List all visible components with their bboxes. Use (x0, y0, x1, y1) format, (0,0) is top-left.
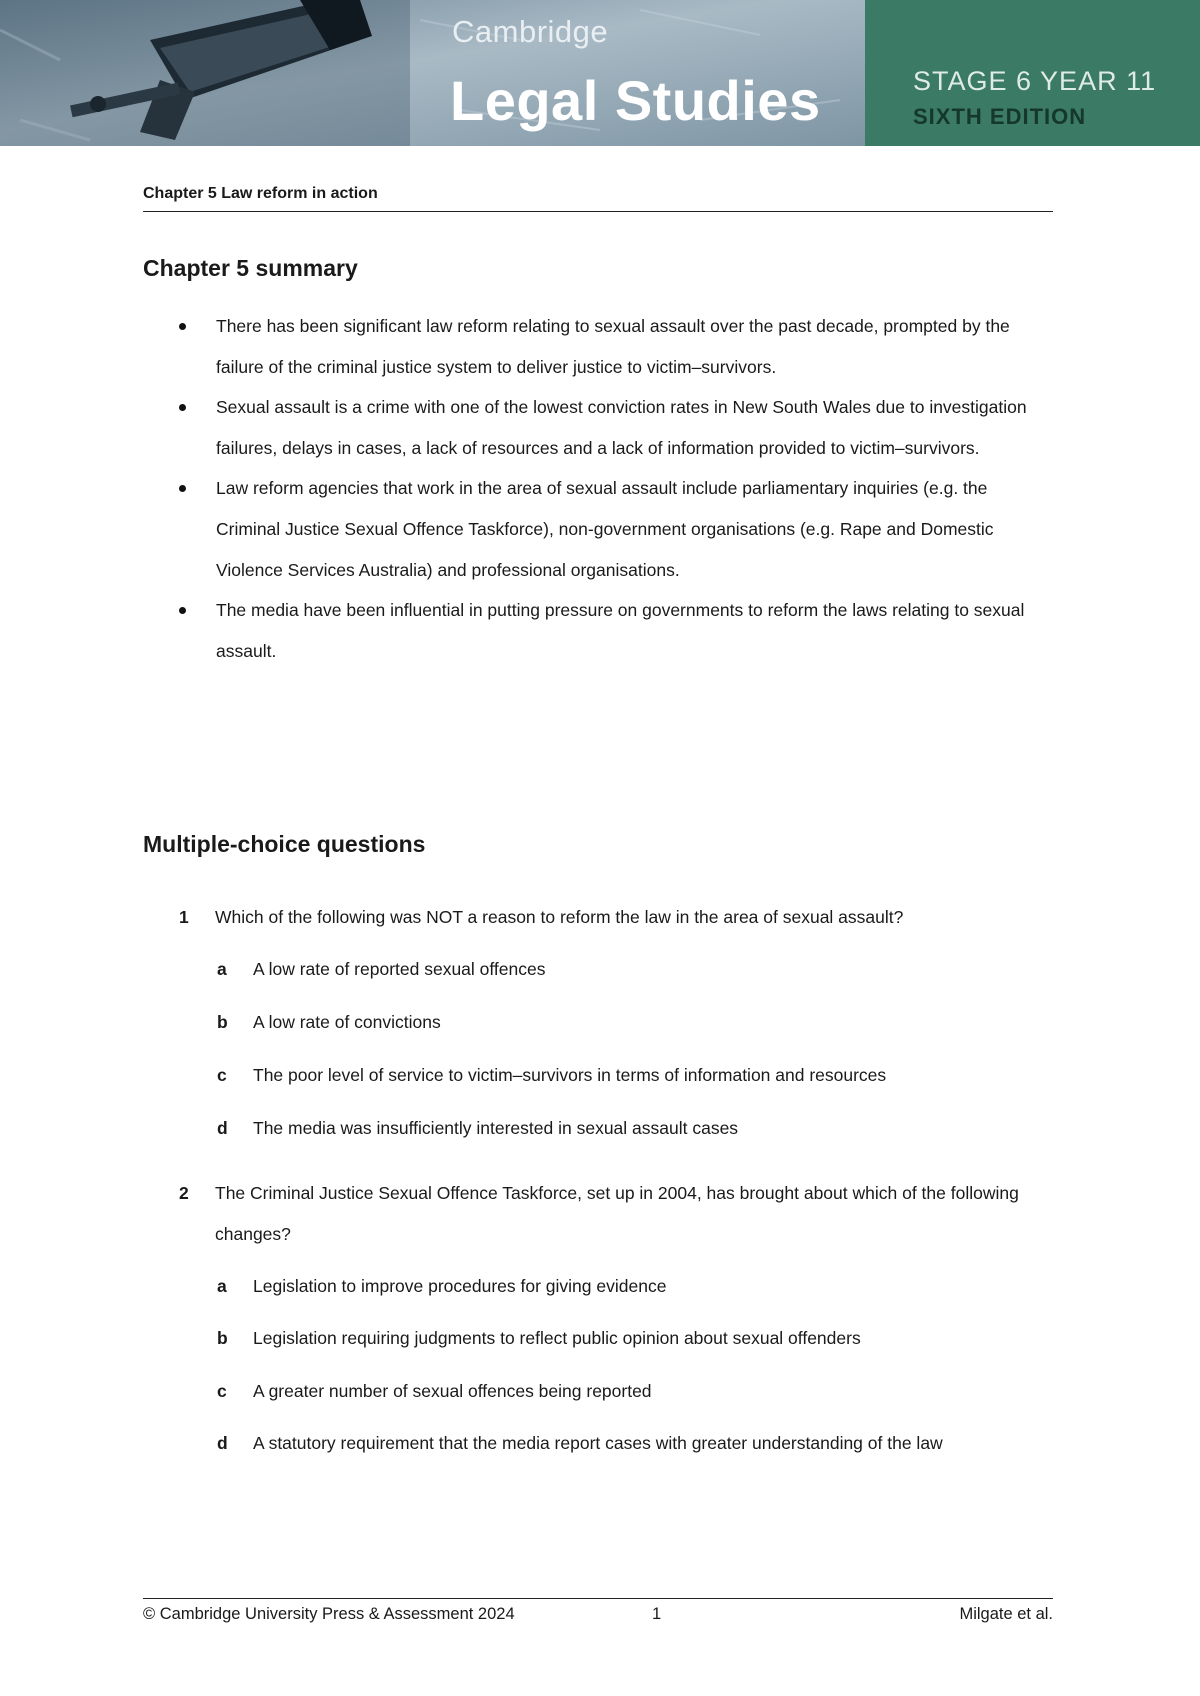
option-letter: d (217, 1118, 228, 1138)
bullet-icon (179, 607, 186, 614)
option-text: The poor level of service to victim–survivors in terms of information and resources (253, 1065, 887, 1085)
question-2-option-b[interactable] (215, 1318, 995, 1359)
bullet-icon (179, 323, 186, 330)
option-text: A low rate of reported sexual offences (253, 959, 546, 979)
stage-year-label: STAGE 6 YEAR 11 (913, 66, 1157, 96)
page-number: 1 (652, 1605, 662, 1623)
option-text: A low rate of convictions (253, 1012, 441, 1032)
option-letter: b (217, 1012, 228, 1032)
question-1 (143, 897, 1043, 938)
mcq-heading: Multiple-choice questions (143, 831, 426, 857)
option-letter: a (217, 959, 227, 979)
question-1-option-b[interactable] (215, 1002, 995, 1043)
option-letter: c (217, 1381, 227, 1401)
running-header: Chapter 5 Law reform in action (143, 185, 1053, 212)
question-number: 2 (179, 1183, 189, 1203)
summary-item-text: The media have been influential in putting pressure on governments to reform the laws relating to sexual assault. (216, 600, 1025, 661)
summary-item-text: There has been significant law reform relating to sexual assault over the past decade, prompted by the failure of the criminal justice system to deliver justice to victim–survivors. (216, 316, 1010, 377)
option-text: A statutory requirement that the media report cases with greater understanding of the law (253, 1433, 943, 1453)
summary-item-text: Sexual assault is a crime with one of the lowest conviction rates in New South Wales due to investigation failures, delays in cases, a lack of resources and a lack of information provided to victim–survivors. (216, 397, 1027, 458)
publisher-brand: Cambridge (452, 14, 609, 49)
option-text: Legislation to improve procedures for giving evidence (253, 1276, 667, 1296)
question-2-option-c[interactable] (215, 1371, 995, 1412)
question-1-option-d[interactable] (215, 1108, 995, 1149)
option-letter: b (217, 1328, 228, 1348)
question-1-option-c[interactable] (215, 1055, 995, 1096)
question-2-option-a[interactable] (215, 1266, 995, 1307)
option-text: Legislation requiring judgments to reflect public opinion about sexual offenders (253, 1328, 861, 1348)
summary-list (143, 306, 1043, 671)
page-footer (143, 1598, 1053, 1631)
author-credit: Milgate et al. (959, 1605, 1053, 1623)
option-letter: c (217, 1065, 227, 1085)
option-letter: d (217, 1433, 228, 1453)
summary-heading: Chapter 5 summary (143, 255, 358, 281)
edition-label: SIXTH EDITION (913, 104, 1087, 129)
header-banner (0, 0, 1200, 146)
option-letter: a (217, 1276, 227, 1296)
question-text: Which of the following was NOT a reason to reform the law in the area of sexual assault? (215, 907, 904, 927)
summary-item (143, 306, 1043, 387)
summary-item (143, 468, 1043, 590)
bullet-icon (179, 404, 186, 411)
question-1-option-a[interactable] (215, 949, 995, 990)
question-2 (143, 1173, 1043, 1254)
copyright-notice: © Cambridge University Press & Assessment 2024 (143, 1605, 515, 1623)
option-text: The media was insufficiently interested in sexual assault cases (253, 1118, 739, 1138)
summary-item-text: Law reform agencies that work in the area of sexual assault include parliamentary inquiries (e.g. the Criminal Justice Sexual Offence Taskforce), non-government organisations (e.g. Rape and Domestic Violence Services Australia) and professional organisations. (216, 478, 994, 580)
question-2-option-d[interactable] (215, 1423, 995, 1464)
summary-item (143, 590, 1043, 671)
book-title: Legal Studies (450, 69, 821, 132)
summary-item (143, 387, 1043, 468)
question-number: 1 (179, 907, 189, 927)
option-text: A greater number of sexual offences being reported (253, 1381, 652, 1401)
bullet-icon (179, 485, 186, 492)
question-text: The Criminal Justice Sexual Offence Taskforce, set up in 2004, has brought about which of the following changes? (215, 1183, 1019, 1244)
